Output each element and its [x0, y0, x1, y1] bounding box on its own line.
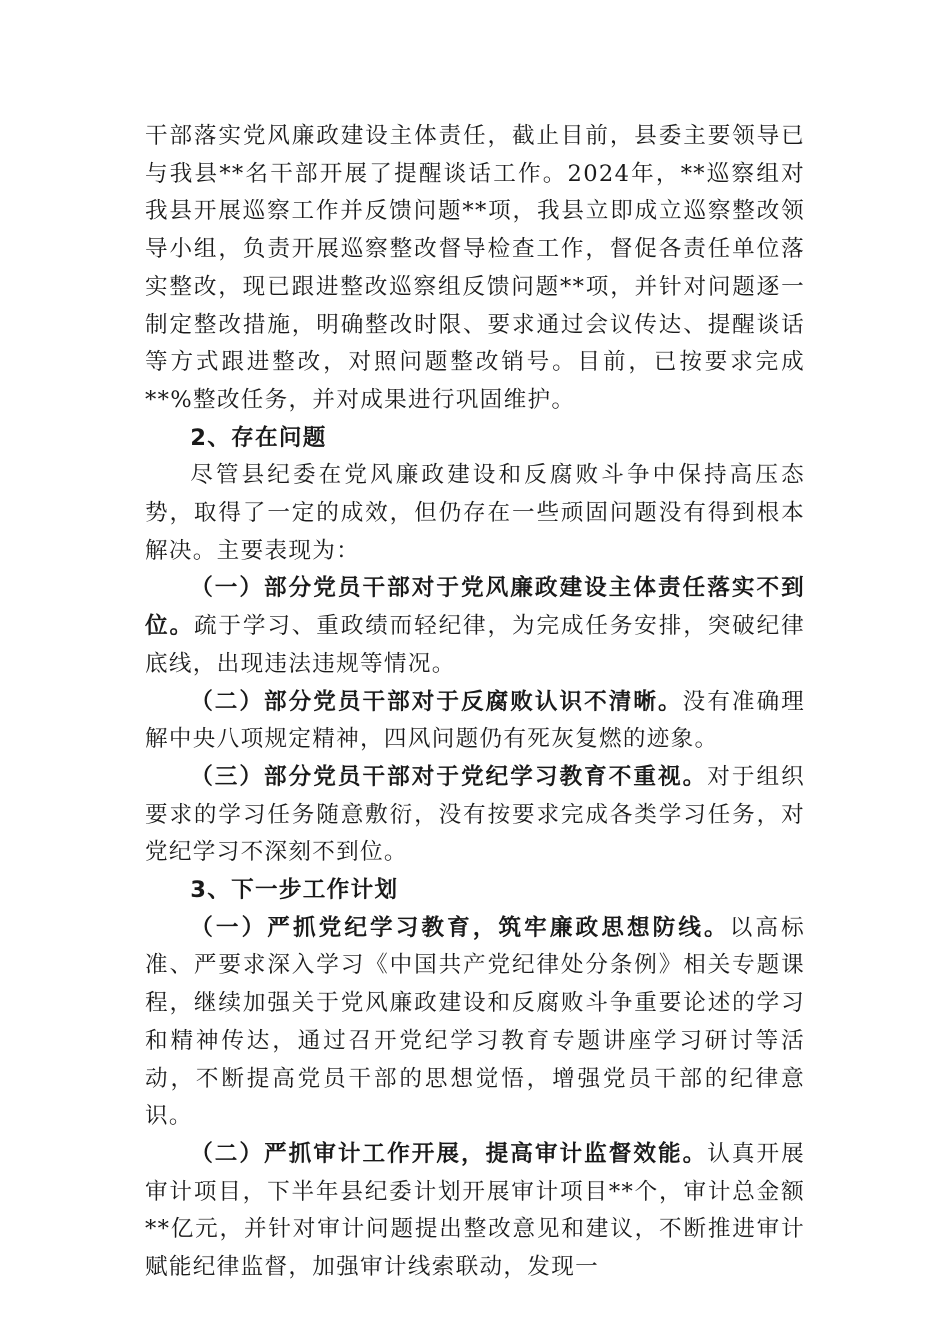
problem-item-3 — [145, 759, 805, 872]
plan-item-1 — [145, 910, 805, 1136]
problem-item-2 — [145, 684, 805, 759]
problem-item-2-body: 没有准确理解中央八项规定精神，四风问题仍有死灰复燃的迹象。 — [145, 688, 806, 753]
plan-item-2-lead: （二）严抓审计工作开展，提高审计监督效能。 — [190, 1140, 708, 1167]
problem-item-1-body: 疏于学习、重政绩而轻纪律，为完成任务安排，突破纪律底线，出现违法违规等情况。 — [145, 613, 805, 677]
section-2-summary: 尽管县纪委在党风廉政建设和反腐败斗争中保持高压态势，取得了一定的成效，但仍存在一些顽固问题没有得到根本解决。主要表现为： — [145, 462, 805, 564]
plan-item-1-body: 以高标准、严要求深入学习《中国共产党纪律处分条例》相关专题课程，继续加强关于党风廉政建设和反腐败斗争重要论述的学习和精神传达，通过召开党纪学习教育专题讲座学习研讨等活动，不断提高党员干部的思想觉悟，增强党员干部的纪律意识。 — [145, 914, 805, 1130]
section-2-heading: 2、存在问题 — [190, 424, 327, 451]
plan-item-2-body: 认真开展审计项目，下半年县纪委计划开展审计项目**个，审计总金额**亿元，并针对审计问题提出整改意见和建议，不断推进审计赋能纪律监督，加强审计线索联动，发现一 — [145, 1140, 805, 1281]
problem-item-1-lead: （一）部分党员干部对于党风廉政建设主体责任落实不到位。 — [145, 575, 805, 640]
problem-item-2-lead: （二）部分党员干部对于反腐败认识不清晰。 — [190, 688, 683, 715]
intro-paragraph: 干部落实党风廉政建设主体责任，截止目前，县委主要领导已与我县**名干部开展了提醒谈话工作。2024年，**巡察组对我县开展巡察工作并反馈问题**项，我县立即成立巡察整改领导小组，负责开展巡察整改督导检查工作，督促各责任单位落实整改，现已跟进整改巡察组反馈问题**项，并针对问题逐一制定整改措施，明确整改时限、要求通过会议传达、提醒谈话等方式跟进整改，对照问题整改销号。目前，已按要求完成**%整改任务，并对成果进行巩固维护。 — [145, 123, 805, 413]
problem-item-1 — [145, 570, 805, 683]
problem-item-3-body: 对于组织要求的学习任务随意敷衍，没有按要求完成各类学习任务，对党纪学习不深刻不到位。 — [145, 763, 805, 866]
plan-item-2 — [145, 1136, 805, 1287]
plan-item-1-lead: （一）严抓党纪学习教育，筑牢廉政思想防线。 — [190, 914, 730, 941]
problem-item-3-lead: （三）部分党员干部对于党纪学习教育不重视。 — [190, 763, 708, 790]
document-page — [145, 118, 805, 1287]
section-3-heading: 3、下一步工作计划 — [190, 877, 399, 904]
